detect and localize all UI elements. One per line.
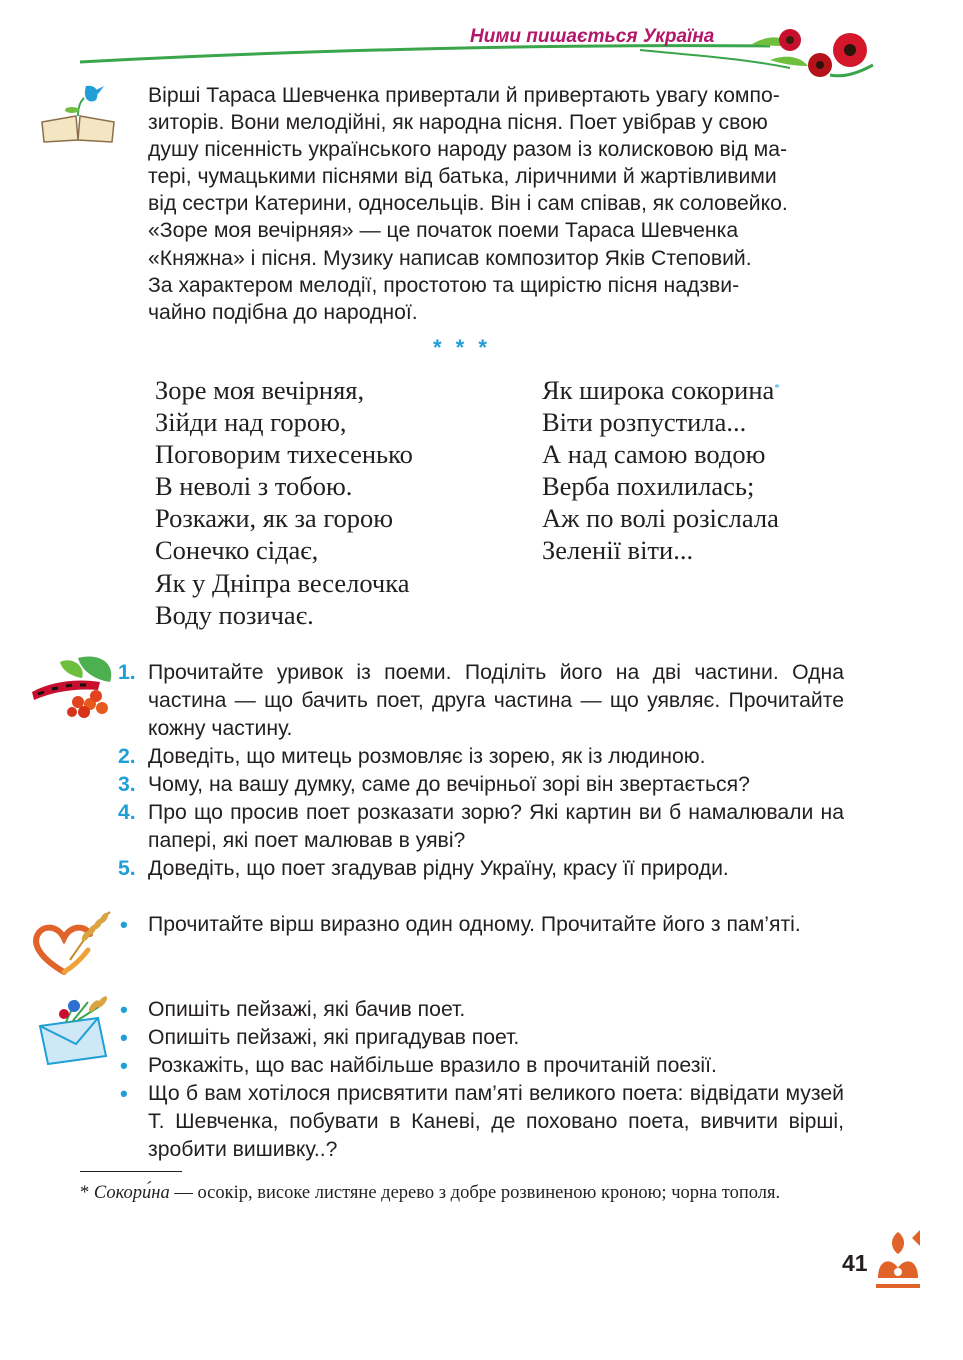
question-text: Про що просив поет розказати зорю? Які картин ви б намалювали на папері, які поет малював в уяві? [148, 801, 844, 852]
poem-line: Розкажи, як за горою [155, 503, 394, 534]
list-item [120, 911, 844, 939]
task-text: Розкажіть, що вас найбільше вразило в прочитаній поезії. [148, 1054, 717, 1077]
task-text: Що б вам хотілося присвятити пам’яті великого поета: відвідати музей Т. Шевченка, побувати в Каневі, де поховано поета, вивчити вірші, зробити вишивку..? [148, 1082, 844, 1161]
poem-right-column [542, 374, 780, 567]
task-text: Прочитайте вірш виразно один одному. Прочитайте його з пам’яті. [148, 913, 801, 936]
questions-list [118, 659, 844, 883]
task-text: Опишіть пейзажі, які бачив поет. [148, 998, 466, 1021]
question-number: 3. [118, 773, 136, 796]
question-number: 1. [118, 661, 136, 684]
intro-line: від сестри Катерини, односельців. Він і сам співав, як соловейко. [148, 192, 788, 216]
task-text: Опишіть пейзажі, які пригадував поет. [148, 1026, 520, 1049]
poem-line: Сонечко сідає, [155, 535, 319, 566]
discussion-list [120, 996, 844, 1164]
bullet-icon: • [120, 1053, 128, 1078]
list-item [118, 799, 844, 855]
poem-line: Зійди над горою, [155, 407, 347, 438]
book-bird-icon [38, 82, 118, 144]
footnote-term: Сокори́на [93, 1183, 170, 1203]
list-item [120, 1080, 844, 1164]
intro-line: Вірші Тараса Шевченка привертали й привертають увагу компо- [148, 84, 780, 107]
list-item [118, 855, 844, 883]
intro-line: тері, чумацькими піснями від батька, ліричними й жартівливими [148, 165, 777, 189]
intro-line: душу пісенність українського народу разом із колисковою від ма- [148, 138, 788, 162]
intro-line: За характером мелодії, простотою та щирістю пісня надзви- [148, 273, 740, 297]
question-text: Чому, на вашу думку, саме до вечірньої зорі він звертається? [148, 773, 750, 796]
intro-paragraph [148, 82, 844, 326]
poem-line: Зоре моя вечірняя, [155, 375, 365, 405]
footnote [80, 1180, 844, 1207]
bullet-icon: • [120, 1081, 128, 1106]
poem-line: Аж по волі розіслала [542, 503, 779, 534]
poem-line: А над самою водою [542, 439, 766, 470]
list-item [118, 771, 844, 799]
list-item [120, 996, 844, 1024]
footnote-marker: * [774, 382, 780, 394]
footnote-text: — осокір, високе листяне дерево з добре розвиненою кроною; чорна тополя. [169, 1183, 781, 1203]
poem-line: Як у Дніпра веселочка [155, 567, 410, 598]
poem-line-text: Як широка сокорина [542, 375, 775, 405]
poem-left-column [155, 374, 413, 631]
poem-line [542, 374, 780, 406]
bullet-icon: • [120, 997, 128, 1022]
section-title: Ними пишається Україна [470, 26, 715, 47]
list-item [120, 1052, 844, 1080]
wheat-heart-icon [30, 908, 118, 978]
poem-line: Воду позичає. [155, 599, 314, 630]
question-text: Доведіть, що митець розмовляє із зорею, як із людиною. [148, 745, 706, 768]
envelope-flowers-icon [36, 996, 118, 1066]
reading-task-list [120, 911, 844, 939]
poppy-icon [775, 20, 885, 90]
question-text: Прочитайте уривок із поеми. Поділіть його на дві частини. Одна частина — що бачить поет, друга частина — що уявляє. Прочитайте кожну частину. [148, 661, 844, 740]
section-divider-stars: * * * [433, 335, 491, 360]
list-item [118, 659, 844, 743]
question-number: 5. [118, 857, 136, 880]
page-header [0, 0, 963, 90]
footnote-mark: * [80, 1183, 94, 1203]
question-number: 4. [118, 801, 136, 824]
intro-line: «Княжна» і пісня. Музику написав композитор Яків Степовий. [148, 246, 752, 270]
list-item [120, 1024, 844, 1052]
poem-line: Верба похилилась; [542, 471, 755, 502]
intro-line: чайно подібна до народної. [148, 300, 418, 324]
question-text: Доведіть, що поет згадував рідну Україну, красу її природи. [148, 857, 729, 880]
poem-line: Поговорим тихесенько [155, 439, 413, 470]
poem-line: В неволі з тобою. [155, 471, 353, 502]
intro-line: зиторів. Вони мелодійні, як народна пісня. Поет увібрав у свою [148, 111, 768, 135]
page-number: 41 [842, 1250, 868, 1276]
corner-ornament-icon [872, 1228, 924, 1292]
footnote-divider [80, 1171, 182, 1172]
poem-line: Віти розпустила... [542, 407, 747, 438]
poem-line: Зеленії віти... [542, 535, 694, 566]
bullet-icon: • [120, 912, 128, 937]
list-item [118, 743, 844, 771]
question-number: 2. [118, 745, 136, 768]
intro-line: «Зоре моя вечірняя» — це початок поеми Тараса Шевченка [148, 219, 739, 243]
viburnum-icon [30, 652, 118, 720]
bullet-icon: • [120, 1025, 128, 1050]
